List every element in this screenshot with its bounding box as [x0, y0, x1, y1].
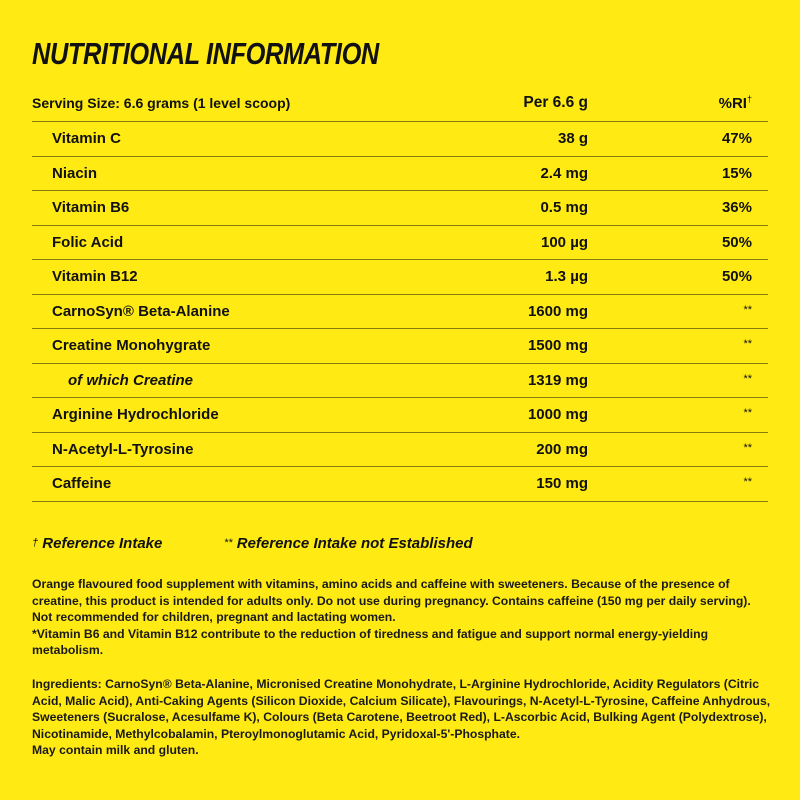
- nutrient-amount: 150 mg: [536, 475, 588, 493]
- table-row: [32, 260, 768, 295]
- ri-value: **: [743, 338, 752, 351]
- nutrient-name: Creatine Monohygrate: [52, 337, 211, 355]
- per-serving-header: Per 6.6 g: [523, 94, 588, 111]
- ri-header-label: %RI: [718, 95, 747, 112]
- ri-value: 50%: [721, 268, 752, 286]
- dagger-mark: †: [746, 94, 752, 104]
- table-row: [32, 329, 768, 364]
- nutrient-ri: [588, 199, 768, 216]
- nutrient-amount: 0.5 mg: [540, 199, 588, 217]
- ingredients-label: Ingredients:: [32, 677, 102, 691]
- ri-value: **: [743, 303, 752, 316]
- table-row: [32, 433, 768, 468]
- nutrient-amount: 38 g: [557, 130, 588, 148]
- ri-value: **: [743, 407, 752, 420]
- double-asterisk-mark: **: [224, 537, 233, 549]
- nutrient-name: N-Acetyl-L-Tyrosine: [52, 440, 194, 458]
- nutrient-amount: 2.4 mg: [540, 164, 588, 182]
- ri-value: **: [743, 441, 752, 454]
- ri-value: 36%: [721, 199, 752, 217]
- table-row: [32, 295, 768, 330]
- nutrient-amount: 100 µg: [541, 233, 588, 251]
- table-body: [32, 122, 768, 502]
- nutrient-name: Caffeine: [52, 475, 112, 493]
- nutrition-table: [32, 86, 768, 502]
- ri-value: 15%: [721, 164, 752, 182]
- nutrient-ri: [588, 165, 768, 182]
- table-row: [32, 467, 768, 502]
- nutrient-name: Vitamin B6: [52, 199, 130, 217]
- nutrient-name: Folic Acid: [52, 233, 124, 251]
- health-claim: *Vitamin B6 and Vitamin B12 contribute to the reduction of tiredness and fatigue and support normal energy-yielding metabolism.: [32, 626, 709, 657]
- description-block: [32, 576, 772, 659]
- nutrient-amount: 1000 mg: [527, 406, 588, 424]
- nutrient-name: Vitamin B12: [52, 268, 138, 286]
- ri-value: 47%: [721, 130, 752, 148]
- ri-value: **: [743, 372, 752, 385]
- nutrient-ri: [588, 406, 768, 423]
- nutrient-ri: [588, 441, 768, 458]
- nutrient-ri: [588, 234, 768, 251]
- ingredients-block: [32, 676, 772, 759]
- dagger-mark: †: [32, 537, 39, 549]
- nutrient-ri: [588, 372, 768, 389]
- nutrient-ri: [588, 130, 768, 147]
- ingredients-text-wrap: [32, 676, 772, 742]
- nutrient-ri: [588, 268, 768, 285]
- ri-header: [588, 94, 768, 121]
- table-row: [32, 226, 768, 261]
- nutrient-ri: [588, 475, 768, 492]
- table-row: [32, 191, 768, 226]
- ingredients-text: CarnoSyn® Beta-Alanine, Micronised Creatine Monohydrate, L-Arginine Hydrochloride, Acidity Regulators (Citric Acid, Malic Acid), Anti-Caking Agents (Silicon Dioxide, Calcium Silicate), Flavourings, N-Acetyl-L-Tyrosine, Caffeine Anhydrous, Sweeteners (Sucralose, Acesulfame K), Colours (Beta Carotene, Beetroot Red), L-Ascorbic Acid, Bulking Agent (Polydextrose), Nicotinamide, Methylcobalamin, Pteroylmonoglutamic Acid, Pyridoxal-5'-Phosphate.: [32, 677, 771, 741]
- table-row: [32, 122, 768, 157]
- nutrient-name: Niacin: [52, 164, 98, 182]
- nutrient-amount: 200 mg: [536, 440, 588, 458]
- ri-value: 50%: [721, 233, 752, 251]
- nutrient-name: Arginine Hydrochloride: [52, 406, 219, 424]
- ri-value: **: [743, 476, 752, 489]
- table-header: [32, 86, 768, 122]
- table-row: [32, 398, 768, 433]
- nutrient-amount: 1.3 µg: [545, 268, 588, 286]
- allergen-warning: May contain milk and gluten.: [32, 743, 199, 757]
- legend-ri: [32, 535, 224, 552]
- table-row: [32, 157, 768, 192]
- legend-ri-text: Reference Intake: [42, 535, 163, 552]
- nutrient-name: Vitamin C: [52, 130, 121, 148]
- nutrient-ri: [588, 337, 768, 354]
- serving-size: Serving Size: 6.6 grams (1 level scoop): [32, 95, 291, 111]
- description-text: Orange flavoured food supplement with vitamins, amino acids and caffeine with sweeteners. Because of the presence of creatine, this product is intended for adults only. Do not use during pregnancy. Contains caffeine (150 mg per daily serving). Not recommended for children, pregnant and lactating women.: [32, 577, 751, 624]
- legend-nre: [224, 535, 473, 552]
- legend: [32, 535, 473, 552]
- table-row: [32, 364, 768, 399]
- nutrient-name: CarnoSyn® Beta-Alanine: [52, 302, 230, 320]
- nutrient-amount: 1600 mg: [527, 302, 588, 320]
- page-title: NUTRITIONAL INFORMATION: [32, 36, 379, 71]
- nutrient-amount: 1319 mg: [527, 371, 588, 389]
- nutrient-name: of which Creatine: [68, 371, 194, 389]
- nutrient-amount: 1500 mg: [527, 337, 588, 355]
- legend-nre-text: Reference Intake not Established: [236, 535, 473, 552]
- nutrient-ri: [588, 303, 768, 320]
